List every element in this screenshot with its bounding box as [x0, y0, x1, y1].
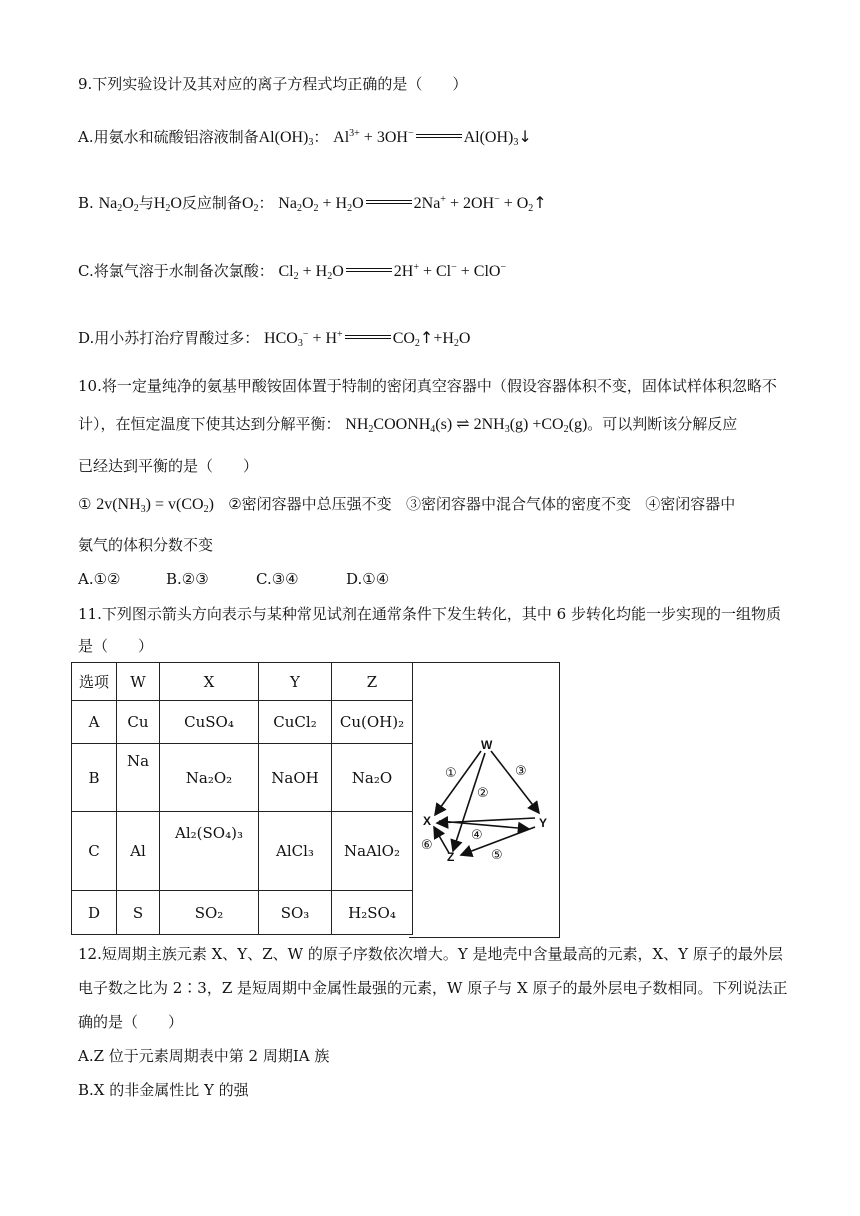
step-label: ④ — [471, 828, 483, 843]
arrow-w-to-x — [435, 751, 481, 815]
table-cell: Na₂O₂ — [160, 744, 259, 812]
table-row — [72, 812, 413, 891]
q10-choices — [78, 569, 389, 589]
header-cell: Z — [332, 663, 413, 701]
step-label: ⑥ — [421, 838, 433, 853]
q9-option-d: D.用小苏打治疗胃酸过多： $HCO_3^- + H^+$ $CO_2↑+H_2O$ — [78, 328, 471, 349]
q9-stem: 9.下列实验设计及其对应的离子方程式均正确的是（ ） — [78, 75, 468, 93]
table-cell: C — [72, 812, 117, 891]
header-cell: Y — [259, 663, 332, 701]
q9-a-text: A.用氨水和硫酸铝溶液制备 — [78, 128, 259, 146]
q12-option-b[interactable]: B.X 的非金属性比 Y 的强 — [78, 1081, 249, 1099]
q10-stem2-text: 计），在恒定温度下使其达到分解平衡： — [78, 415, 341, 433]
q9-c-text: C.将氯气溶于水制备次氯酸： — [78, 262, 274, 280]
q10-stem-line3: 已经达到平衡的是（ ） — [78, 457, 259, 475]
q11-stem-line1: 11.下列图示箭头方向表示与某种常见试剂在通常条件下发生转化，其中 6 步转化均能一步实现的一组物质 — [78, 605, 781, 623]
q10-choice-c[interactable]: C.③④ — [256, 570, 299, 588]
table-cell: CuSO₄ — [160, 701, 259, 744]
q12-stem-line1: 12.短周期主族元素 X、Y、Z、W 的原子序数依次增大。Y 是地壳中含量最高的元素，X、Y 原子的最外层 — [78, 945, 783, 963]
q11-options-table — [71, 662, 413, 935]
q12-stem-line2: 电子数之比为 2∶3，Z 是短周期中金属性最强的元素，W 原子与 X 原子的最外层电子数相同。下列说法正 — [78, 979, 788, 997]
gas-arrow-icon: ↑ — [533, 193, 547, 212]
node-y: Y — [539, 816, 548, 830]
q10-stem2b-text: 。可以判断该分解反应 — [587, 415, 738, 433]
header-cell: W — [117, 663, 160, 701]
header-cell: 选项 — [72, 663, 117, 701]
table-row — [72, 744, 413, 812]
q10-condition-4: ④密闭容器中 — [645, 495, 736, 513]
q9-d-text: D.用小苏打治疗胃酸过多： — [78, 329, 260, 347]
q9-option-c: C.将氯气溶于水制备次氯酸： $Cl_2 + H_2O$ 2H+ + Cl− + ClO− — [78, 262, 507, 282]
step-label: ① — [445, 766, 457, 781]
node-w: W — [481, 738, 493, 752]
table-cell: SO₃ — [259, 891, 332, 935]
q10-stem-line1: 10.将一定量纯净的氨基甲酸铵固体置于特制的密闭真空容器中（假设容器体积不变，固体试样体积忽略不 — [78, 377, 777, 395]
header-cell: X — [160, 663, 259, 701]
table-cell: Na — [117, 744, 160, 812]
q12-option-a[interactable]: A.Z 位于元素周期表中第 2 周期ⅠA 族 — [78, 1047, 330, 1065]
table-cell: NaAlO₂ — [332, 812, 413, 891]
q12-stem-line3: 确的是（ ） — [78, 1013, 184, 1031]
table-cell: Al₂(SO₄)₃ — [160, 812, 259, 891]
arrow-x-to-y-cross — [439, 821, 529, 829]
q10-conditions: ① $2v(NH_3) = v(CO_2)$ ②密闭容器中总压强不变 ③密闭容器中混合气体的密度不变 ④密闭容器中 — [78, 495, 736, 515]
node-z: Z — [447, 850, 455, 864]
table-cell: H₂SO₄ — [332, 891, 413, 935]
conversion-diagram-svg — [409, 663, 559, 937]
table-cell: A — [72, 701, 117, 744]
gas-arrow-icon: ↑ — [419, 328, 434, 347]
table-cell: Cu — [117, 701, 160, 744]
q9-option-b: B. $Na_2O_2$与$H_2O$反应制备$O_2$： $Na_2O_2 + H_2O$ $2Na^+ + 2OH^- + O_2↑$ — [78, 193, 547, 214]
q10-stem-line2: 计），在恒定温度下使其达到分解平衡： $NH_2COONH_4(s)$ ⇌ $2NH_3(g) +CO_2(g)$。可以判断该分解反应 — [78, 415, 738, 435]
precipitate-arrow-icon: ↓ — [518, 127, 532, 146]
table-cell: D — [72, 891, 117, 935]
table-cell: Al — [117, 812, 160, 891]
table-cell: CuCl₂ — [259, 701, 332, 744]
conversion-diagram — [409, 662, 560, 938]
node-x: X — [423, 814, 432, 828]
step-label: ③ — [515, 764, 527, 779]
table-cell: Na₂O — [332, 744, 413, 812]
table-cell: AlCl₃ — [259, 812, 332, 891]
q10-condition-4-cont: 氨气的体积分数不变 — [78, 536, 214, 554]
q11-stem-line2: 是（ ） — [78, 637, 154, 655]
step-label: ② — [477, 786, 489, 801]
table-row — [72, 891, 413, 935]
q9-b-text2: 反应制备 — [181, 194, 242, 212]
step-label: ⑤ — [491, 848, 503, 863]
q10-choice-a[interactable]: A.①② — [78, 570, 121, 588]
q10-choice-b[interactable]: B.②③ — [166, 570, 209, 588]
table-cell: Cu(OH)₂ — [332, 701, 413, 744]
table-row — [72, 701, 413, 744]
table-cell: SO₂ — [160, 891, 259, 935]
q9-option-a: A.用氨水和硫酸铝溶液制备$Al(OH)_3$： $Al^{3+} + 3OH^-$ $Al(OH)_3↓$ — [78, 127, 532, 148]
arrow-w-to-y — [491, 751, 539, 813]
table-cell: S — [117, 891, 160, 935]
table-header-row — [72, 663, 413, 701]
q9-b-text: 与 — [138, 194, 154, 212]
q10-condition-3: ③密闭容器中混合气体的密度不变 — [405, 495, 631, 513]
q10-choice-d[interactable]: D.①④ — [346, 570, 390, 588]
q10-condition-2: ②密闭容器中总压强不变 — [228, 495, 392, 513]
table-cell: NaOH — [259, 744, 332, 812]
table-cell: B — [72, 744, 117, 812]
